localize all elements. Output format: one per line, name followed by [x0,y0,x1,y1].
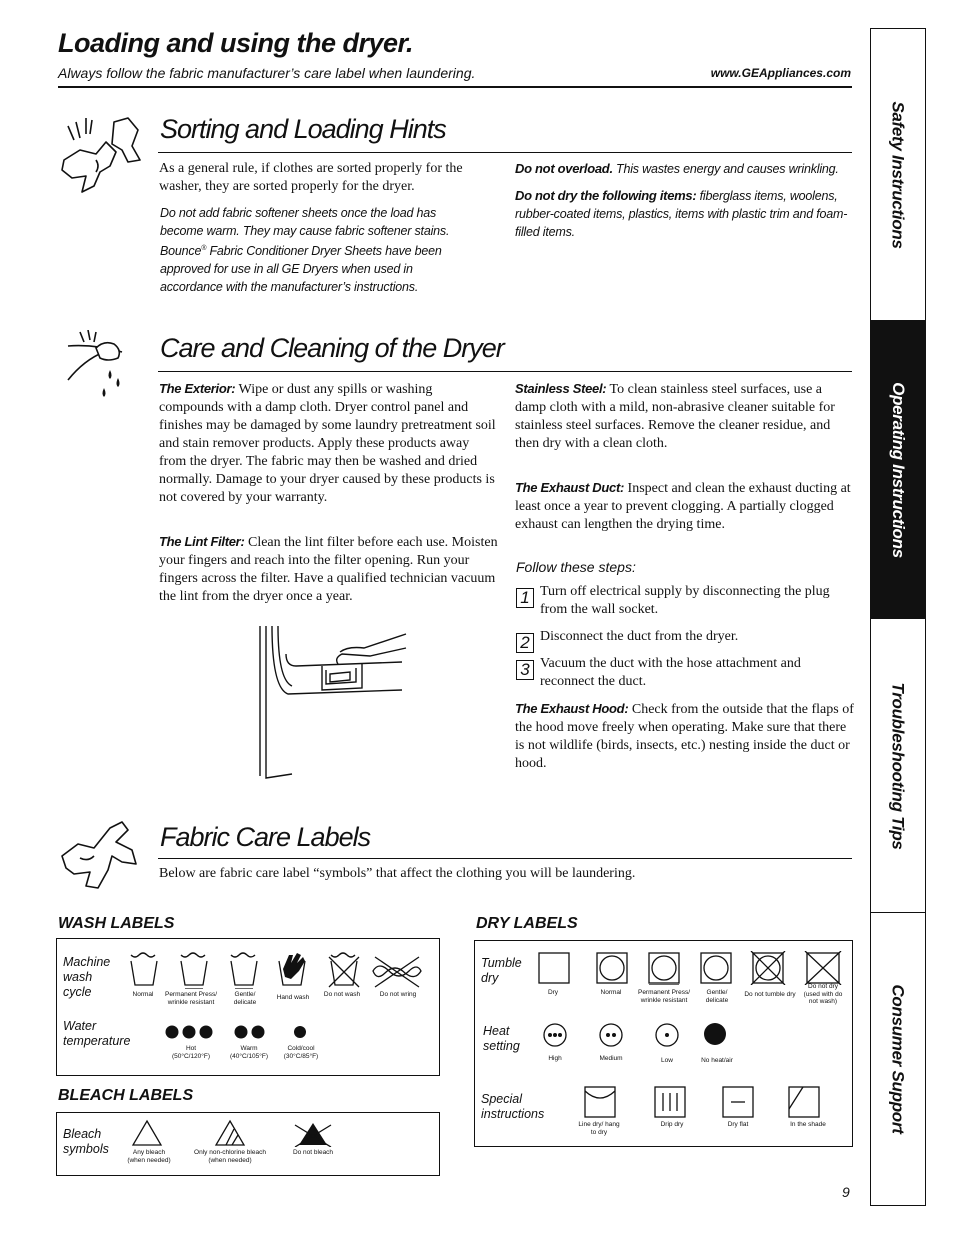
fabric-intro: Below are fabric care label “symbols” that affect the clothing you will be laundering. [159,866,636,881]
dry-labels-box [474,940,853,1147]
tab-consumer-support[interactable]: Consumer Support [889,983,908,1134]
tumble-caption: Gentle/ delicate [705,989,729,1004]
do-not-dry-items: Do not dry the following items: fiberglass items, woolens, rubber-coated items, plastics, items with plastic trim and foam-filled items. [515,188,848,239]
step-text: Vacuum the duct with the hose attachment and reconnect the duct. [540,656,801,689]
header-rule [58,86,852,88]
section-rule [158,858,852,859]
wash-caption: Do not wash [323,991,361,998]
heat-caption: No heat/air [701,1057,733,1064]
wash-caption: Normal [132,991,154,998]
wash-cycle-label: Machine wash cycle [63,955,111,999]
exhaust-duct-paragraph: The Exhaust Duct: Inspect and clean the exhaust ducting at least once a year to prevent clogging. A partially clogged exhaust can lengthen the drying time. [515,480,851,532]
step-number: 3 [516,660,534,680]
sorting-paragraph: As a general rule, if clothes are sorted properly for the washer, they are sorted properly for the dryer. [159,161,463,194]
wash-caption: Permanent Press/ wrinkle resistant [164,991,218,1006]
exhaust-hood-paragraph: The Exhaust Hood: Check from the outside that the flaps of the hood move freely when operating. Make sure that there is not wildlife (birds, insects, etc.) nesting inside the duct or hood. [515,701,854,771]
heat-setting-symbols [543,1021,733,1049]
temp-caption: Hot (50°C/120°F) [171,1045,211,1060]
softener-note: Do not add fabric softener sheets once the load has become warm. They may cause fabric softener stains. Bounce® Fabric Conditioner Dryer Sheets have been approved for use in all GE Dryers when used in accordance with the manufacturer’s instructions. [160,206,450,295]
wash-labels-heading: WASH LABELS [58,915,175,932]
special-caption: Dry flat [727,1121,749,1128]
section-rule [158,371,852,372]
special-instructions-label: Special instructions [481,1092,545,1121]
tumble-caption: Do not tumble dry [744,991,796,998]
exterior-paragraph: The Exterior: Wipe or dust any spills or washing compounds with a damp cloth. Dryer control panel and finishes may be damaged by some laundry pretreatment soil and stain remover products. Apply these products away from the dryer. The fabric may then be washed and dried normally. Damage to your dryer caused by these products is not covered by your warranty. [159,381,496,505]
water-temp-symbols [163,1023,323,1041]
tab-troubleshooting-tips[interactable]: Troubleshooting Tips [871,619,925,913]
heat-caption: Medium [599,1055,623,1062]
cleaning-sponge-icon [64,330,134,410]
dry-labels-heading: DRY LABELS [476,915,578,932]
lint-filter-illustration [252,626,412,780]
temp-caption: Warm (40°C/105°F) [229,1045,269,1060]
tumble-dry-label: Tumble dry [481,956,522,985]
shirt-icon [58,820,140,892]
side-tabs [870,28,926,1206]
step-number: 2 [516,633,534,653]
special-caption: Drip dry [660,1121,684,1128]
overload-warning: Do not overload. This wastes energy and causes wrinkling. [515,161,839,176]
stainless-steel-paragraph: Stainless Steel: To clean stainless steel surfaces, use a damp cloth with a mild, non-abrasive cleaner suitable for stainless steel surfaces. Remove the cleaner residue, and then dry with a clean cloth. [515,381,835,451]
water-temp-label: Water temperature [63,1019,131,1048]
tab-safety-instructions[interactable]: Safety Instructions [871,29,925,321]
tumble-caption: Permanent Press/ wrinkle resistant [637,989,691,1004]
bleach-symbols-label: Bleach symbols [63,1127,109,1156]
special-instruction-symbols [583,1085,823,1119]
wash-caption: Hand wash [276,994,310,1001]
clothes-icon [56,112,148,196]
special-caption: Line dry/ hang to dry [578,1121,620,1136]
steps-title: Follow these steps: [516,559,636,575]
tumble-caption: Do not dry (used with do not wash) [803,983,843,1005]
lint-filter-paragraph: The Lint Filter: Clean the lint filter before each use. Moisten your fingers and reach into the filter opening. Run your fingers across the filter. Have a qualified technician vacuum the lint from the dryer once a year. [159,534,498,604]
temp-caption: Cold/cool (30°C/85°F) [283,1045,319,1060]
step-text: Turn off electrical supply by disconnecting the plug from the wall socket. [540,584,830,617]
section-title-sorting: Sorting and Loading Hints [160,114,446,144]
bleach-labels-heading: BLEACH LABELS [58,1087,194,1104]
bleach-caption: Any bleach (when needed) [127,1149,171,1164]
heat-caption: Low [661,1057,673,1064]
wash-caption: Gentle/ delicate [233,991,257,1006]
special-caption: In the shade [790,1121,826,1128]
page-title: Loading and using the dryer. [58,28,414,58]
page-number: 9 [842,1184,850,1200]
heat-setting-label: Heat setting [483,1024,520,1053]
heat-caption: High [548,1055,562,1062]
tumble-caption: Normal [600,989,622,996]
bleach-caption: Do not bleach [292,1149,334,1156]
section-title-care: Care and Cleaning of the Dryer [160,333,504,363]
step-number: 1 [516,588,534,608]
wash-cycle-symbols [127,949,427,989]
tumble-caption: Dry [547,989,559,996]
page-subtitle: Always follow the fabric manufacturer’s care label when laundering. [58,65,476,81]
step-text: Disconnect the duct from the dryer. [540,629,739,644]
section-title-fabric: Fabric Care Labels [160,822,371,852]
wash-labels-box [56,938,440,1076]
wash-caption: Do not wring [379,991,417,998]
website-link[interactable]: www.GEAppliances.com [710,66,851,80]
tumble-dry-symbols [537,951,847,985]
bleach-caption: Only non-chlorine bleach (when needed) [194,1149,266,1164]
bleach-labels-box [56,1112,440,1176]
tab-operating-instructions[interactable]: Operating Instructions [871,321,925,619]
section-rule [158,152,852,153]
bleach-symbols [131,1119,341,1147]
